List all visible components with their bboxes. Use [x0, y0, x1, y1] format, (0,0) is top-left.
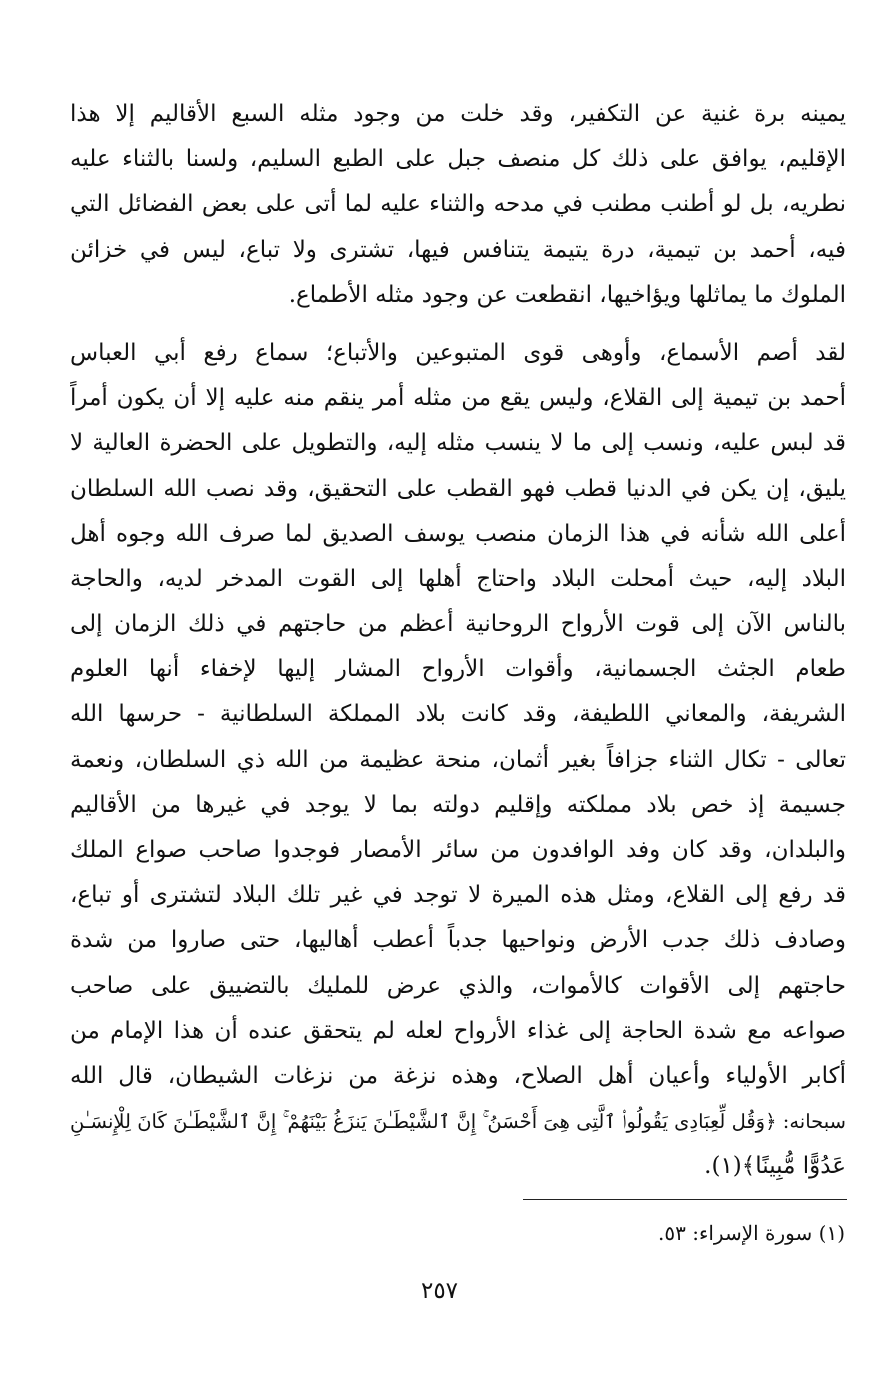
- text-line: لقد أصم الأسماع، وأوهى قوى المتبوعين والأتباع؛ سماع رفع أبي العباس: [70, 339, 846, 366]
- text-line: صواعه مع شدة الحاجة إلى غذاء الأرواح لعله لم يتحقق عنده أن هذا الإمام من: [70, 1017, 846, 1044]
- text-line: البلاد إليه، حيث أمحلت البلاد واحتاج أهلها إلى القوت المدخر لديه، والحاجة: [70, 565, 846, 592]
- text-line: أعلى الله شأنه في هذا الزمان منصب يوسف الصديق لما صرف الله وجوه أهل: [70, 520, 846, 547]
- text-line: وصادف ذلك جدب الأرض ونواحيها جدباً أعطب أهاليها، حتى صاروا من شدة: [70, 927, 846, 954]
- text-line: بالناس الآن إلى قوت الأرواح الروحانية أعظم من حاجتهم في ذلك الزمان إلى: [70, 611, 846, 638]
- text-line: طعام الجثث الجسمانية، وأقوات الأرواح المشار إليها لإخفاء أنها العلوم: [70, 656, 846, 683]
- page-body: [70, 92, 846, 1190]
- paragraph-spacer: [70, 318, 846, 331]
- paragraph-1: [70, 92, 846, 318]
- footnote: (١) سورة الإسراء: ٥٣.: [658, 1221, 845, 1245]
- text-line: جسيمة إذ خص بلاد مملكته وإقليم دولته بما لا يوجد في غيرها من الأقاليم: [70, 791, 846, 818]
- quran-verse-line: عَدُوًّا مُّبِينًا﴾(١).: [704, 1153, 846, 1180]
- text-line: يمينه برة غنية عن التكفير، وقد خلت من وجود مثله السبع الأقاليم إلا هذا: [70, 101, 846, 127]
- text-line: تعالى - تكال الثناء جزافاً بغير أثمان، منحة عظيمة من الله ذي السلطان، ونعمة: [70, 746, 846, 773]
- text-line: والبلدان، وقد كان وفد الوافدون من سائر الأمصار فوجدوا صاحب صواع الملك: [70, 837, 846, 863]
- text-line: الملوك ما يماثلها ويؤاخيها، انقطعت عن وجود مثله الأطماع.: [288, 281, 846, 308]
- text-line: الإقليم، يوافق على ذلك كل منصف جبل على الطبع السليم، ولسنا بالثناء عليه: [70, 146, 846, 173]
- quran-verse-line: سبحانه: ﴿وَقُل لِّعِبَادِى يَقُولُوا۟ ٱلَّتِى هِىَ أَحْسَنُ ۚ إِنَّ ٱلشَّيْطَـٰنَ يَنزَغُ بَيْنَهُمْ ۚ إِنَّ ٱلشَّيْطَـٰنَ كَانَ لِلْإِنسَـٰنِ: [70, 1110, 846, 1134]
- text-line: قد لبس عليه، ونسب إلى ما لا ينسب مثله إليه، والتطويل على الحضرة العالية لا: [70, 430, 846, 457]
- footnote-divider: [523, 1199, 847, 1200]
- page-number: ٢٥٧: [420, 1278, 459, 1304]
- text-line: أحمد بن تيمية إلى القلاع، وليس يقع من مثله أمر ينقم منه عليه إلا أن يكون أمراً: [70, 385, 846, 412]
- paragraph-2: [70, 331, 846, 1190]
- text-line: أكابر الأولياء وأعيان أهل الصلاح، وهذه نزغة من نزغات الشيطان، قال الله: [70, 1062, 846, 1089]
- text-line: يليق، إن يكن في الدنيا قطب فهو القطب على التحقيق، وقد نصب الله السلطان: [70, 475, 846, 502]
- text-line: قد رفع إلى القلاع، ومثل هذه الميرة لا توجد في غير تلك البلاد لتشترى أو تباع،: [70, 882, 846, 909]
- text-line: حاجتهم إلى الأقوات كالأموات، والذي عرض للمليك بالتضييق على صاحب: [70, 972, 846, 999]
- text-line: نطريه، بل لو أطنب مطنب في مدحه والثناء عليه لما أتى على بعض الفضائل التي: [70, 191, 846, 218]
- text-line: الشريفة، والمعاني اللطيفة، وقد كانت بلاد المملكة السلطانية - حرسها الله: [70, 701, 846, 728]
- text-line: فيه، أحمد بن تيمية، درة يتيمة يتنافس فيها، تشترى ولا تباع، ليس في خزائن: [70, 236, 846, 263]
